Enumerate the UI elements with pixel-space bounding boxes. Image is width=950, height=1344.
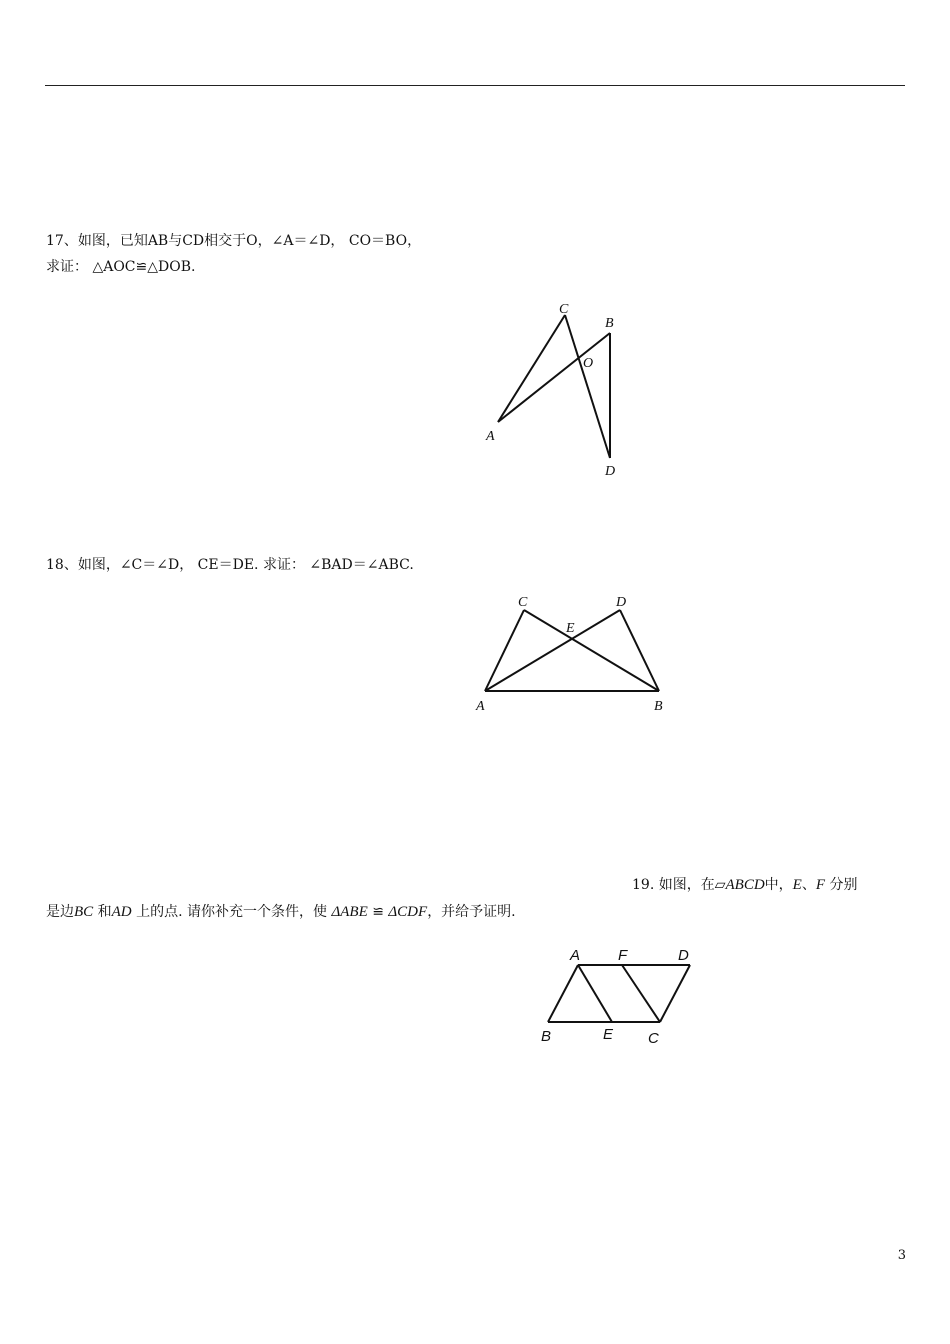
segment-ab [498, 333, 610, 422]
problem-19-line1 [632, 876, 857, 894]
label-e: E [603, 1026, 614, 1043]
problem-19-prefix: 19. 如图，在 [632, 877, 715, 893]
label-b: B [541, 1028, 552, 1045]
segment-dc [660, 965, 690, 1022]
problem-19-line2-c: ，并给予证明. [427, 904, 516, 920]
problem-18-line1: 18、如图，∠C＝∠D， CE＝DE. 求证： ∠BAD＝∠ABC. [46, 557, 414, 573]
math-f: F [815, 877, 826, 893]
segment-cd [565, 315, 610, 458]
label-e: E [566, 621, 575, 636]
figure-17 [470, 295, 640, 485]
label-b: B [605, 316, 614, 331]
label-a: A [486, 429, 495, 444]
segment-ae [578, 965, 612, 1022]
problem-19-sep: 、 [801, 877, 816, 893]
segment-ac [498, 315, 565, 422]
math-e: E [792, 877, 802, 893]
figure-18 [470, 590, 680, 720]
label-d: D [678, 947, 689, 964]
label-d: D [616, 595, 627, 610]
label-d: D [605, 464, 616, 479]
math-bc: BC [74, 904, 94, 920]
problem-17-line2: 求证： △AOC≌△DOB. [46, 259, 196, 275]
figure-19 [530, 940, 710, 1050]
label-o: O [583, 356, 594, 371]
page-number: 3 [897, 1248, 906, 1263]
header-rule [45, 85, 905, 86]
label-a: A [570, 947, 581, 964]
label-c: C [518, 595, 528, 610]
problem-19-line2-a: 是边 [46, 904, 74, 920]
problem-19-mid2: 分别 [829, 877, 858, 893]
label-a: A [476, 699, 485, 714]
problem-19-mid1: 中， [764, 877, 793, 893]
math-ad: AD [111, 904, 132, 920]
parallelogram-symbol: ▱ [714, 877, 726, 893]
math-tri-cdf: ΔCDF [388, 904, 428, 920]
segment-fc [622, 965, 660, 1022]
label-f: F [618, 947, 628, 964]
segment-ab [548, 965, 578, 1022]
math-abcd: ABCD [725, 877, 765, 893]
label-c: C [559, 302, 569, 317]
congruent-symbol: ≌ [372, 904, 384, 920]
problem-17-line1: 17、如图，已知AB与CD相交于O，∠A＝∠D， CO＝BO， [46, 233, 422, 249]
problem-19-line2 [46, 903, 516, 921]
problem-19-and: 和 [97, 904, 112, 920]
problem-19-line2-b: 上的点. 请你补充一个条件，使 [136, 904, 327, 920]
label-c: C [648, 1030, 659, 1047]
math-tri-abe: ΔABE [331, 904, 368, 920]
label-b: B [654, 699, 663, 714]
